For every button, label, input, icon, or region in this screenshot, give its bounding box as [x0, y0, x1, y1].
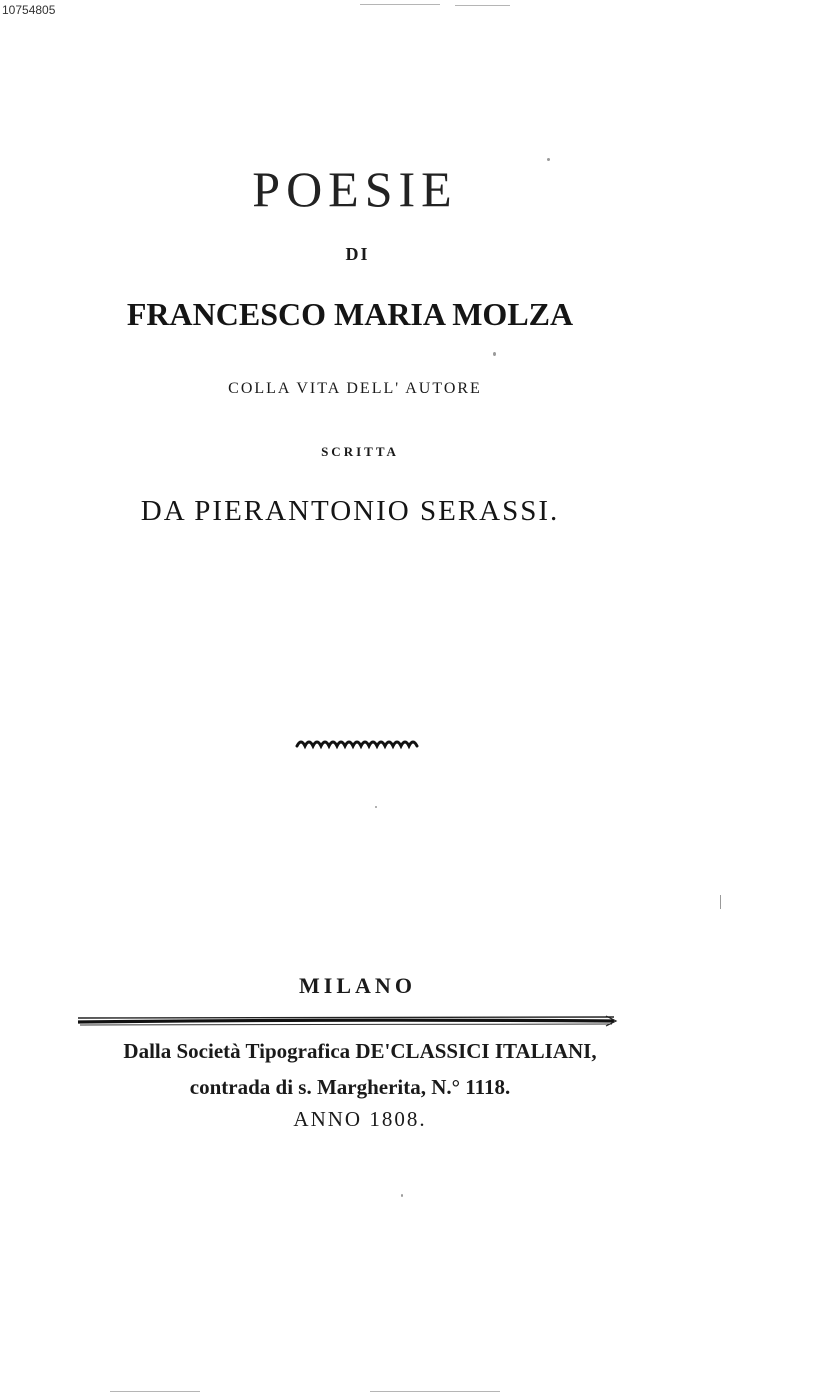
scan-edge-mark: [110, 1391, 200, 1392]
preposition-di: DI: [345, 244, 370, 264]
editor-name: DA PIERANTONIO SERASSI.: [140, 495, 560, 527]
scan-speck: [401, 1194, 403, 1197]
publication-year: ANNO 1808.: [293, 1107, 427, 1131]
publisher-line: Dalla Società Tipografica DE'CLASSICI ITALIANI,: [123, 1039, 597, 1063]
scan-edge-mark: [360, 4, 440, 5]
scan-edge-mark: [455, 5, 510, 6]
scan-speck: [720, 895, 721, 909]
wavy-ornament-icon: [295, 736, 420, 750]
scan-edge-mark: [370, 1391, 500, 1392]
scan-speck: [547, 158, 550, 161]
scritta-label: SCRITTA: [321, 444, 399, 459]
scan-speck: [493, 352, 496, 356]
address-line: contrada di s. Margherita, N.° 1118.: [189, 1075, 511, 1099]
scan-speck: [375, 806, 377, 808]
city-name: MILANO: [299, 973, 416, 998]
book-title: POESIE: [252, 161, 458, 217]
double-rule-icon: [76, 1015, 618, 1027]
scan-id-label: 10754805: [2, 3, 56, 17]
author-name: FRANCESCO MARIA MOLZA: [126, 296, 574, 332]
subtitle: COLLA VITA DELL' AUTORE: [228, 380, 482, 397]
